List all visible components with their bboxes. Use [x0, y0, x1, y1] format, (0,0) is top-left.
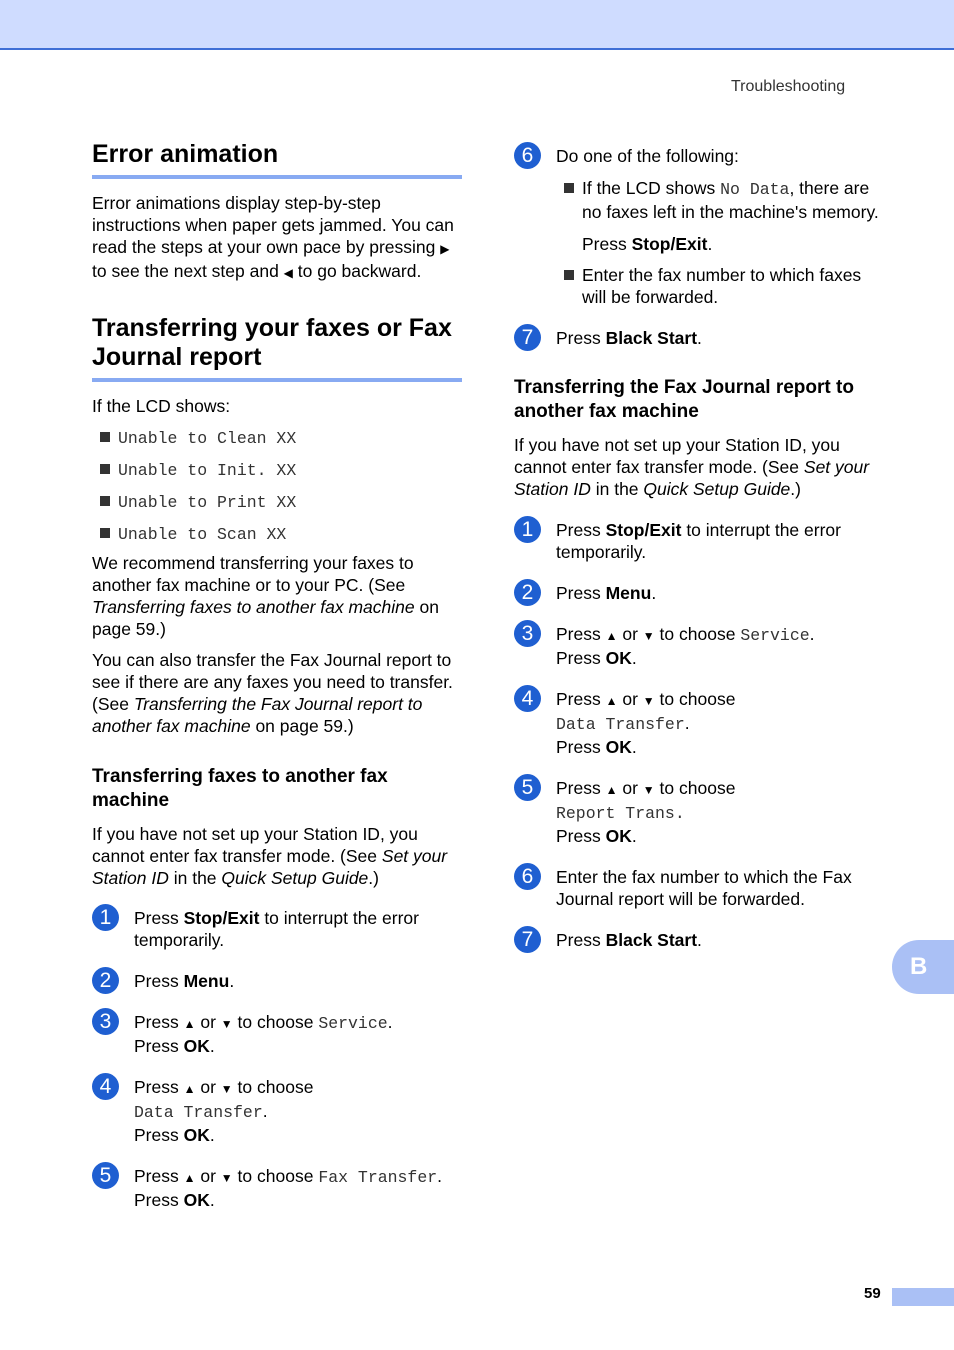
- step-number-badge: 2: [514, 579, 541, 606]
- step-3: 3 Press ▲ or ▼ to choose Service. Press OK.: [92, 1011, 462, 1057]
- step-number-badge: 3: [514, 620, 541, 647]
- left-column: [92, 140, 462, 1211]
- up-arrow-icon: ▲: [605, 629, 618, 643]
- up-arrow-icon: ▲: [183, 1171, 196, 1185]
- step-number-badge: 7: [514, 926, 541, 953]
- square-bullet-icon: [100, 528, 110, 538]
- square-bullet-icon: [564, 183, 574, 193]
- lcd-message-list: [92, 426, 462, 552]
- square-bullet-icon: [100, 496, 110, 506]
- down-arrow-icon: ▼: [220, 1082, 233, 1096]
- top-color-band: [0, 0, 954, 50]
- step-5: 5 Press ▲ or ▼ to choose Fax Transfer. Press OK.: [92, 1165, 462, 1211]
- step-7: 7 Press Black Start.: [514, 929, 884, 951]
- paragraph-journal: You can also transfer the Fax Journal report to see if there are any faxes you need to transfer. (See Transferring the Fax Journal report to another fax machine on page 59.): [92, 650, 453, 736]
- lcd-shows-text: If the LCD shows:: [92, 396, 231, 416]
- heading-transferring-journal: Transferring the Fax Journal report to another fax machine: [514, 377, 854, 422]
- step-4: 4 Press ▲ or ▼ to choose Data Transfer. Press OK.: [92, 1076, 462, 1146]
- step-number-badge: 4: [514, 685, 541, 712]
- cross-reference[interactable]: Transferring the Fax Journal report to another fax machine: [92, 694, 423, 736]
- step-6: 6 Do one of the following:: [514, 145, 884, 167]
- step-5: 5 Press ▲ or ▼ to choose Report Trans. Press OK.: [514, 777, 884, 847]
- paragraph-station-id: If you have not set up your Station ID, you cannot enter fax transfer mode. (See Set your Station ID in the Quick Setup Guide.): [514, 435, 870, 499]
- list-item: Unable to Print XX: [92, 490, 462, 522]
- down-arrow-icon: ▼: [642, 629, 655, 643]
- heading-error-animation: Error animation: [92, 140, 279, 168]
- page-number-bar: [892, 1288, 954, 1306]
- step-number-badge: 5: [514, 774, 541, 801]
- step-3: 3 Press ▲ or ▼ to choose Service. Press OK.: [514, 623, 884, 669]
- paragraph-station-id: If you have not set up your Station ID, you cannot enter fax transfer mode. (See Set your Station ID in the Quick Setup Guide.): [92, 824, 448, 888]
- step-1: 1 Press Stop/Exit to interrupt the error temporarily.: [514, 519, 884, 563]
- down-arrow-icon: ▼: [642, 694, 655, 708]
- paragraph-error-animation: Error animations display step-by-step instructions when paper gets jammed. You can read the steps at your own pace by pressing ▶ to see the next step and ◀ to go backward.: [92, 193, 454, 281]
- down-arrow-icon: ▼: [220, 1017, 233, 1031]
- up-arrow-icon: ▲: [605, 694, 618, 708]
- step-number-badge: 7: [514, 324, 541, 351]
- right-column: [514, 140, 884, 951]
- step-number-badge: 1: [514, 516, 541, 543]
- running-head: Troubleshooting: [731, 78, 846, 95]
- heading-transferring-faxes: Transferring faxes to another fax machine: [92, 766, 388, 811]
- right-arrow-icon: ▶: [440, 242, 450, 256]
- step-2: 2 Press Menu.: [92, 970, 462, 992]
- list-item: Unable to Init. XX: [92, 458, 462, 490]
- square-bullet-icon: [564, 270, 574, 280]
- step-number-badge: 6: [514, 863, 541, 890]
- heading-transferring: Transferring your faxes or Fax Journal report: [92, 314, 452, 371]
- step-1: 1 Press Stop/Exit to interrupt the error temporarily.: [92, 907, 462, 951]
- heading-rule: [92, 378, 462, 382]
- step-number-badge: 4: [92, 1073, 119, 1100]
- up-arrow-icon: ▲: [183, 1082, 196, 1096]
- step-number-badge: 3: [92, 1008, 119, 1035]
- up-arrow-icon: ▲: [183, 1017, 196, 1031]
- list-item: Unable to Clean XX: [92, 426, 462, 458]
- page-number: 59: [864, 1285, 881, 1302]
- step-7: 7 Press Black Start.: [514, 327, 884, 349]
- step-number-badge: 5: [92, 1162, 119, 1189]
- list-item-continuation: Press Stop/Exit.: [582, 234, 713, 254]
- paragraph-recommend: We recommend transferring your faxes to another fax machine or to your PC. (See Transferring faxes to another fax machine on page 59.): [92, 553, 439, 639]
- list-item: Unable to Scan XX: [92, 522, 462, 552]
- cross-reference[interactable]: Transferring faxes to another fax machine: [92, 597, 415, 617]
- step-6: 6 Enter the fax number to which the Fax Journal report will be forwarded.: [514, 866, 884, 910]
- step-2: 2 Press Menu.: [514, 582, 884, 604]
- step-number-badge: 2: [92, 967, 119, 994]
- list-item: Enter the fax number to which faxes will be forwarded.: [556, 264, 884, 308]
- square-bullet-icon: [100, 464, 110, 474]
- heading-rule: [92, 175, 462, 179]
- down-arrow-icon: ▼: [220, 1171, 233, 1185]
- step-number-badge: 1: [92, 904, 119, 931]
- down-arrow-icon: ▼: [642, 783, 655, 797]
- up-arrow-icon: ▲: [605, 783, 618, 797]
- left-arrow-icon: ◀: [283, 266, 293, 280]
- step-4: 4 Press ▲ or ▼ to choose Data Transfer. Press OK.: [514, 688, 884, 758]
- list-item: If the LCD shows No Data, there are no faxes left in the machine's memory.: [556, 177, 884, 223]
- step-number-badge: 6: [514, 142, 541, 169]
- square-bullet-icon: [100, 432, 110, 442]
- chapter-tab[interactable]: B: [892, 940, 954, 994]
- option-list: [556, 177, 884, 308]
